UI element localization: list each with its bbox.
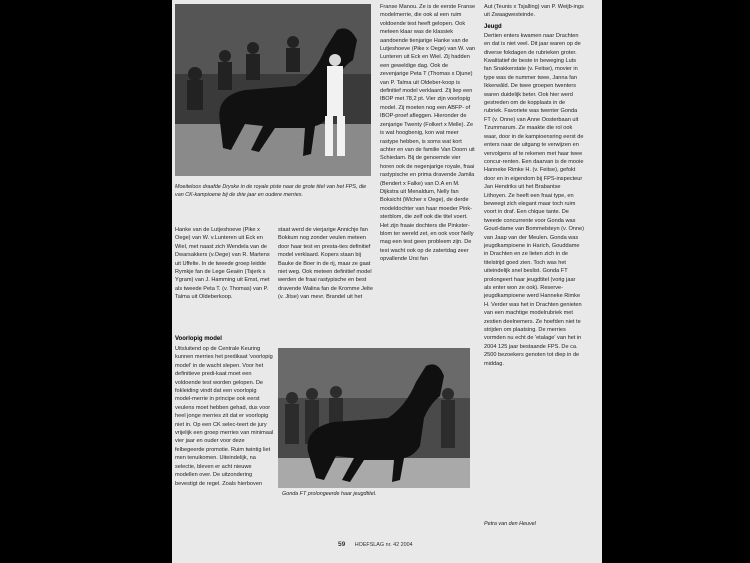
top-photo <box>175 4 371 176</box>
column-3-text: Franse Manou. Ze is de eerste Franse modelmerrie, die ook al een ruim voldoende test heeft gelopen. Ook meteen klaar was de klassiek aandoende tienjarige Hanke van de Lutjeshoeve (Pike x Oege) van W. van Lunteren uit Eck en Wiel. Zij hadden een geweldige dag. Ook de zevenjarige Peta T (Thomas x Djune) van P. Talma uit Oldeber-koop is definitief model verklaard. Zij liep een IBOP met 78,2 pt. Vier zijn voorlopig model. Zij moeten nog een ABFP- of IBOP-proef afleggen. Hieronder de zenjarige Twenty (Folkert x Melle). Ze is wat hoogbenig, kon wat meer rastype hebben, is soms wat kort achter en van de familie Van Doorn uit Schiedam. Bij de genoemde vier horen ook de negenjarige royale, fraai rastypische en prima dravende Jamila (Bendert x Falke) van D.A en M. Dijkstra uit Menaldum, Nelly fan Boksicht (Wicher x Oege), de derde modeldochter van haar moeder Pink-sterblom, die zelf ook die titel voert. Het zijn fraaie dochters die Pinkster-blom ter wereld zet, en ook voor Nelly mag een test geen probleem zijn. De test wacht ook op de zatertdag zeer opvallende Ursi fan <box>380 4 476 263</box>
voorlopig-model-section <box>175 335 275 488</box>
horse-with-handler-image <box>175 4 371 176</box>
voorlopig-model-text: Uitsluitend op de Centrale Keuring kunnen merries het predikaat 'voorlopig model' in de wacht slepen. Voor het definitieve predi-kaat moet een voldoende test worden gelopen. De fokleiding vindt dat een voorlopig model-merrie in principe ook eerst veulens moet hebben gehad, dus voor heel jonge merries zit dat er voorlopig niet in. Op een CK selec-teert de jury vrijelijk een groep merries van minimaal vier jaar en ouder voor deze felbegeerde promotie. Ruim twintig liet men tenuikomen. Uiteindelijk, na selectie, bleven er acht nieuwe modellen over. De uitzondering bevestigt de regel. Zoals hierboven <box>175 346 274 487</box>
column-4-text: Dertien enters kwamen naar Drachten en dat is niet veel. Dit jaar waren op de diverse fokdagen de rubrieken groter. Kwalitatief de beste in beweging Luts fan Snakkerstate (v. Feitse), movier in type was de nummer twee, Janna fan Ikkerwâld. De twee groepen twenters waren duidelijk beter. Ook hier werd gestreden om de kopplaats in de rubriek. Favoriete was twenter Gonda FT (v. Onne) van Anne Oosterbaan uit Tzummarum. Ze maakte die rol ook waar, door in de kampioensring eerst de enters naar de uitgang te verwijzen en vervolgens af te rekenen met haar twee concur-renten. Een daarvan is de mooie Hanneke Rimke H. (v. Feitse), gefokt door en in eigendom bij FPS-inspecteur Jan Hendriks uit het Brabantse Lithoyen. Ze heeft een fraai type, en beweegt zich elegant maar toch ruim voort in draf. Een chique tante. De tweede concurrente voor Gonda was Goud-dame van Bommelsteyn (v. Onne) van Jaap van der Meulen. Gonda was jeugdkampioene in Harich, Gouddame in Drachten en ze lieten zich in de titelstrijd goed zien. Toch was het uiteindelijk snel beslist. Gonda FT prolongeert haar jeugdtitel (vorig jaar als enter won ze ook). Reserve-jeugdkampioene werd Hanneke Rimke H. Verder was het in Drachten genieten van een machtige modelrubriek met zestien deelnemers. Ze hoefden niet te strijden om plaatsing. De merries vormden nu echt de 'etalage' van het in 2004 125 jaar bestaande FPS. De ca. 2500 bezoekers genoten tot diep in de middag. <box>484 32 585 367</box>
column-4-intro: Aut (Teunis x Tsjalling) van P. Weijb-ings uit Zwaagwesteinde. <box>484 4 584 19</box>
top-photo-caption: Moeiteloos draafde Dryske in de royale piste naar de grote titel van het FPS, die van CK-kampioene bij de drie jaar en oudere merries. <box>175 184 367 198</box>
column-2-text: staat werd de vierjarige Annichje fan Bokkum nog zonder veulen meteen door haar test en presta-ties definitief model verklaard. Kopers staan bij Bauke de Boer in de rij, maar ze gaat niet weg. Ook meteen definitief model werden de fraai rastypische en best dravende Walina fan de Kromme Jelte (v. Jitse) van mevr. Brandel uit het <box>278 227 373 301</box>
magazine-page <box>172 0 602 563</box>
page-footer <box>338 541 413 548</box>
author-credit: Petra van den Heuvel <box>484 521 536 527</box>
magazine-issue: HOEFSLAG nr. 42 2004 <box>354 542 413 548</box>
voorlopig-model-heading: Voorlopig model <box>175 336 222 342</box>
page-number: 59 <box>338 541 346 548</box>
bottom-photo <box>278 348 470 488</box>
column-4 <box>484 3 584 368</box>
gonda-ft-horse-image <box>278 348 470 488</box>
column-1-text: Hanke van de Lutjeshoeve (Pike x Oege) van W. v.Lunteren uit Eck en Wiel, met naast zich Wendela van de Dwarsakkers (v.Oege) van R. Martens uit Uffelte. In de tweede groep leidde Rymkje fan de Lege Geaën (Tsjerk x Ygram) van J. Hamming uit Emst, met als tweede Peta T. (v. Thomas) van P. Talma uit Oldeberkoop. <box>175 227 270 301</box>
jeugd-heading: Jeugd <box>484 23 502 30</box>
bottom-photo-caption: Gonda FT prolongeerde haar jeugdtitel. <box>282 491 377 497</box>
